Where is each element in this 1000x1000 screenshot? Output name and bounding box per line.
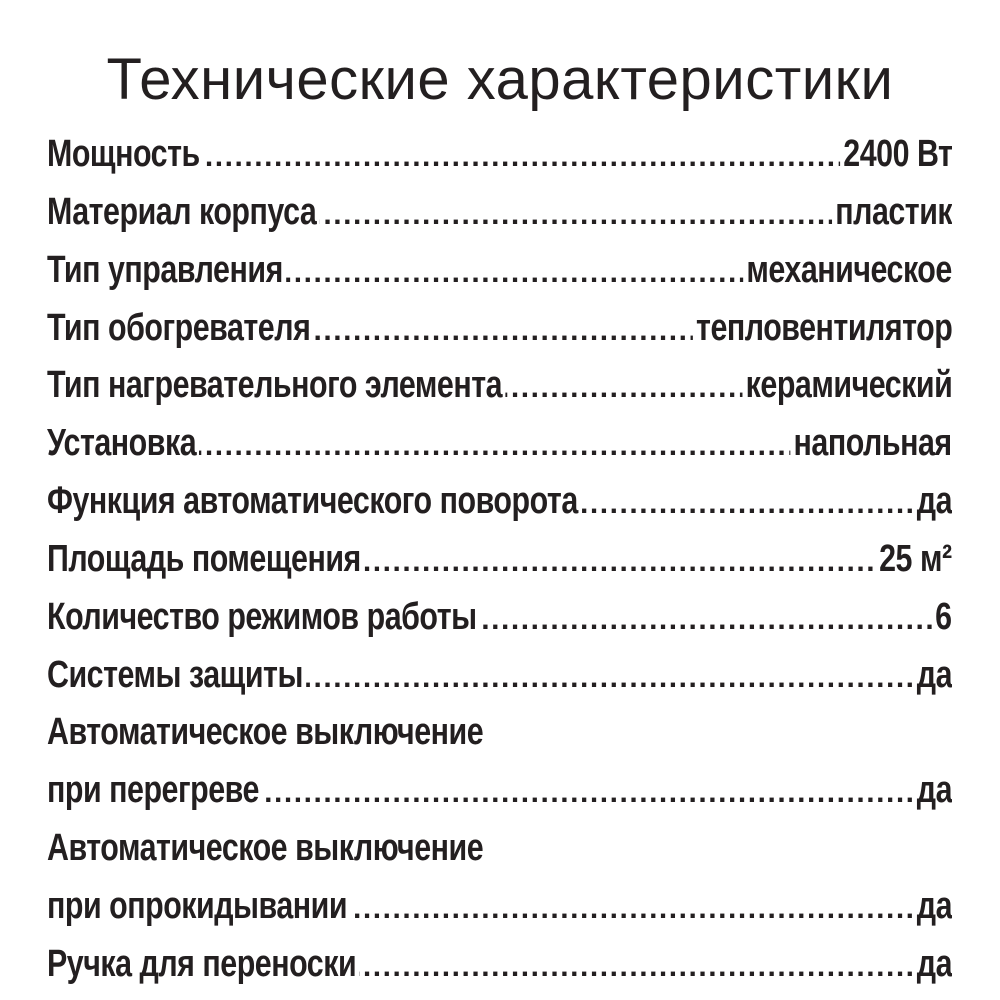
spec-row-control-type [47,242,952,300]
spec-value: да [914,473,952,531]
spec-row-installation [47,415,952,473]
spec-label: Количество режимов работы [47,589,480,647]
spec-value: керамический [742,357,952,415]
spec-label: Тип нагревательного элемента [47,357,505,415]
spec-value: 2400 Вт [840,126,952,184]
spec-row-tipover-heading [47,820,952,878]
spec-row-auto-rotation [47,473,952,531]
spec-row-carry-handle [47,936,952,994]
spec-label: Тип управления [47,242,286,300]
spec-row-body-material [47,184,952,242]
spec-value: тепловентилятор [693,300,952,358]
spec-label: Функция автоматического поворота [47,473,581,531]
spec-label: Автоматическое выключение [47,820,486,878]
spec-label: Площадь помещения [47,531,364,589]
spec-row-power [47,126,952,184]
spec-label: Системы защиты [47,647,306,705]
spec-value: да [914,647,952,705]
spec-row-heating-element [47,357,952,415]
spec-label: Материал корпуса [47,184,320,242]
spec-label: при перегреве [47,762,262,820]
spec-value: механическое [743,242,952,300]
spec-row-overheat [47,762,952,820]
specifications-list [47,126,952,994]
spec-value: напольная [791,415,952,473]
spec-value: 6 [932,589,952,647]
spec-row-heater-type [47,300,952,358]
spec-row-overheat-heading [47,704,952,762]
page-title: Технические характеристики [106,47,894,112]
spec-row-tipover [47,878,952,936]
spec-label: Ручка для переноски [47,936,359,994]
spec-row-room-area [47,531,952,589]
spec-row-mode-count [47,589,952,647]
spec-label: Мощность [47,126,203,184]
spec-value: да [914,762,952,820]
spec-row-protection [47,647,952,705]
spec-label: Автоматическое выключение [47,704,486,762]
spec-value: да [914,878,952,936]
spec-value: 25 м² [876,531,952,589]
spec-value: да [914,936,952,994]
spec-label: при опрокидывании [47,878,350,936]
spec-label: Тип обогревателя [47,300,314,358]
spec-value: пластик [832,184,952,242]
spec-label: Установка [47,415,199,473]
